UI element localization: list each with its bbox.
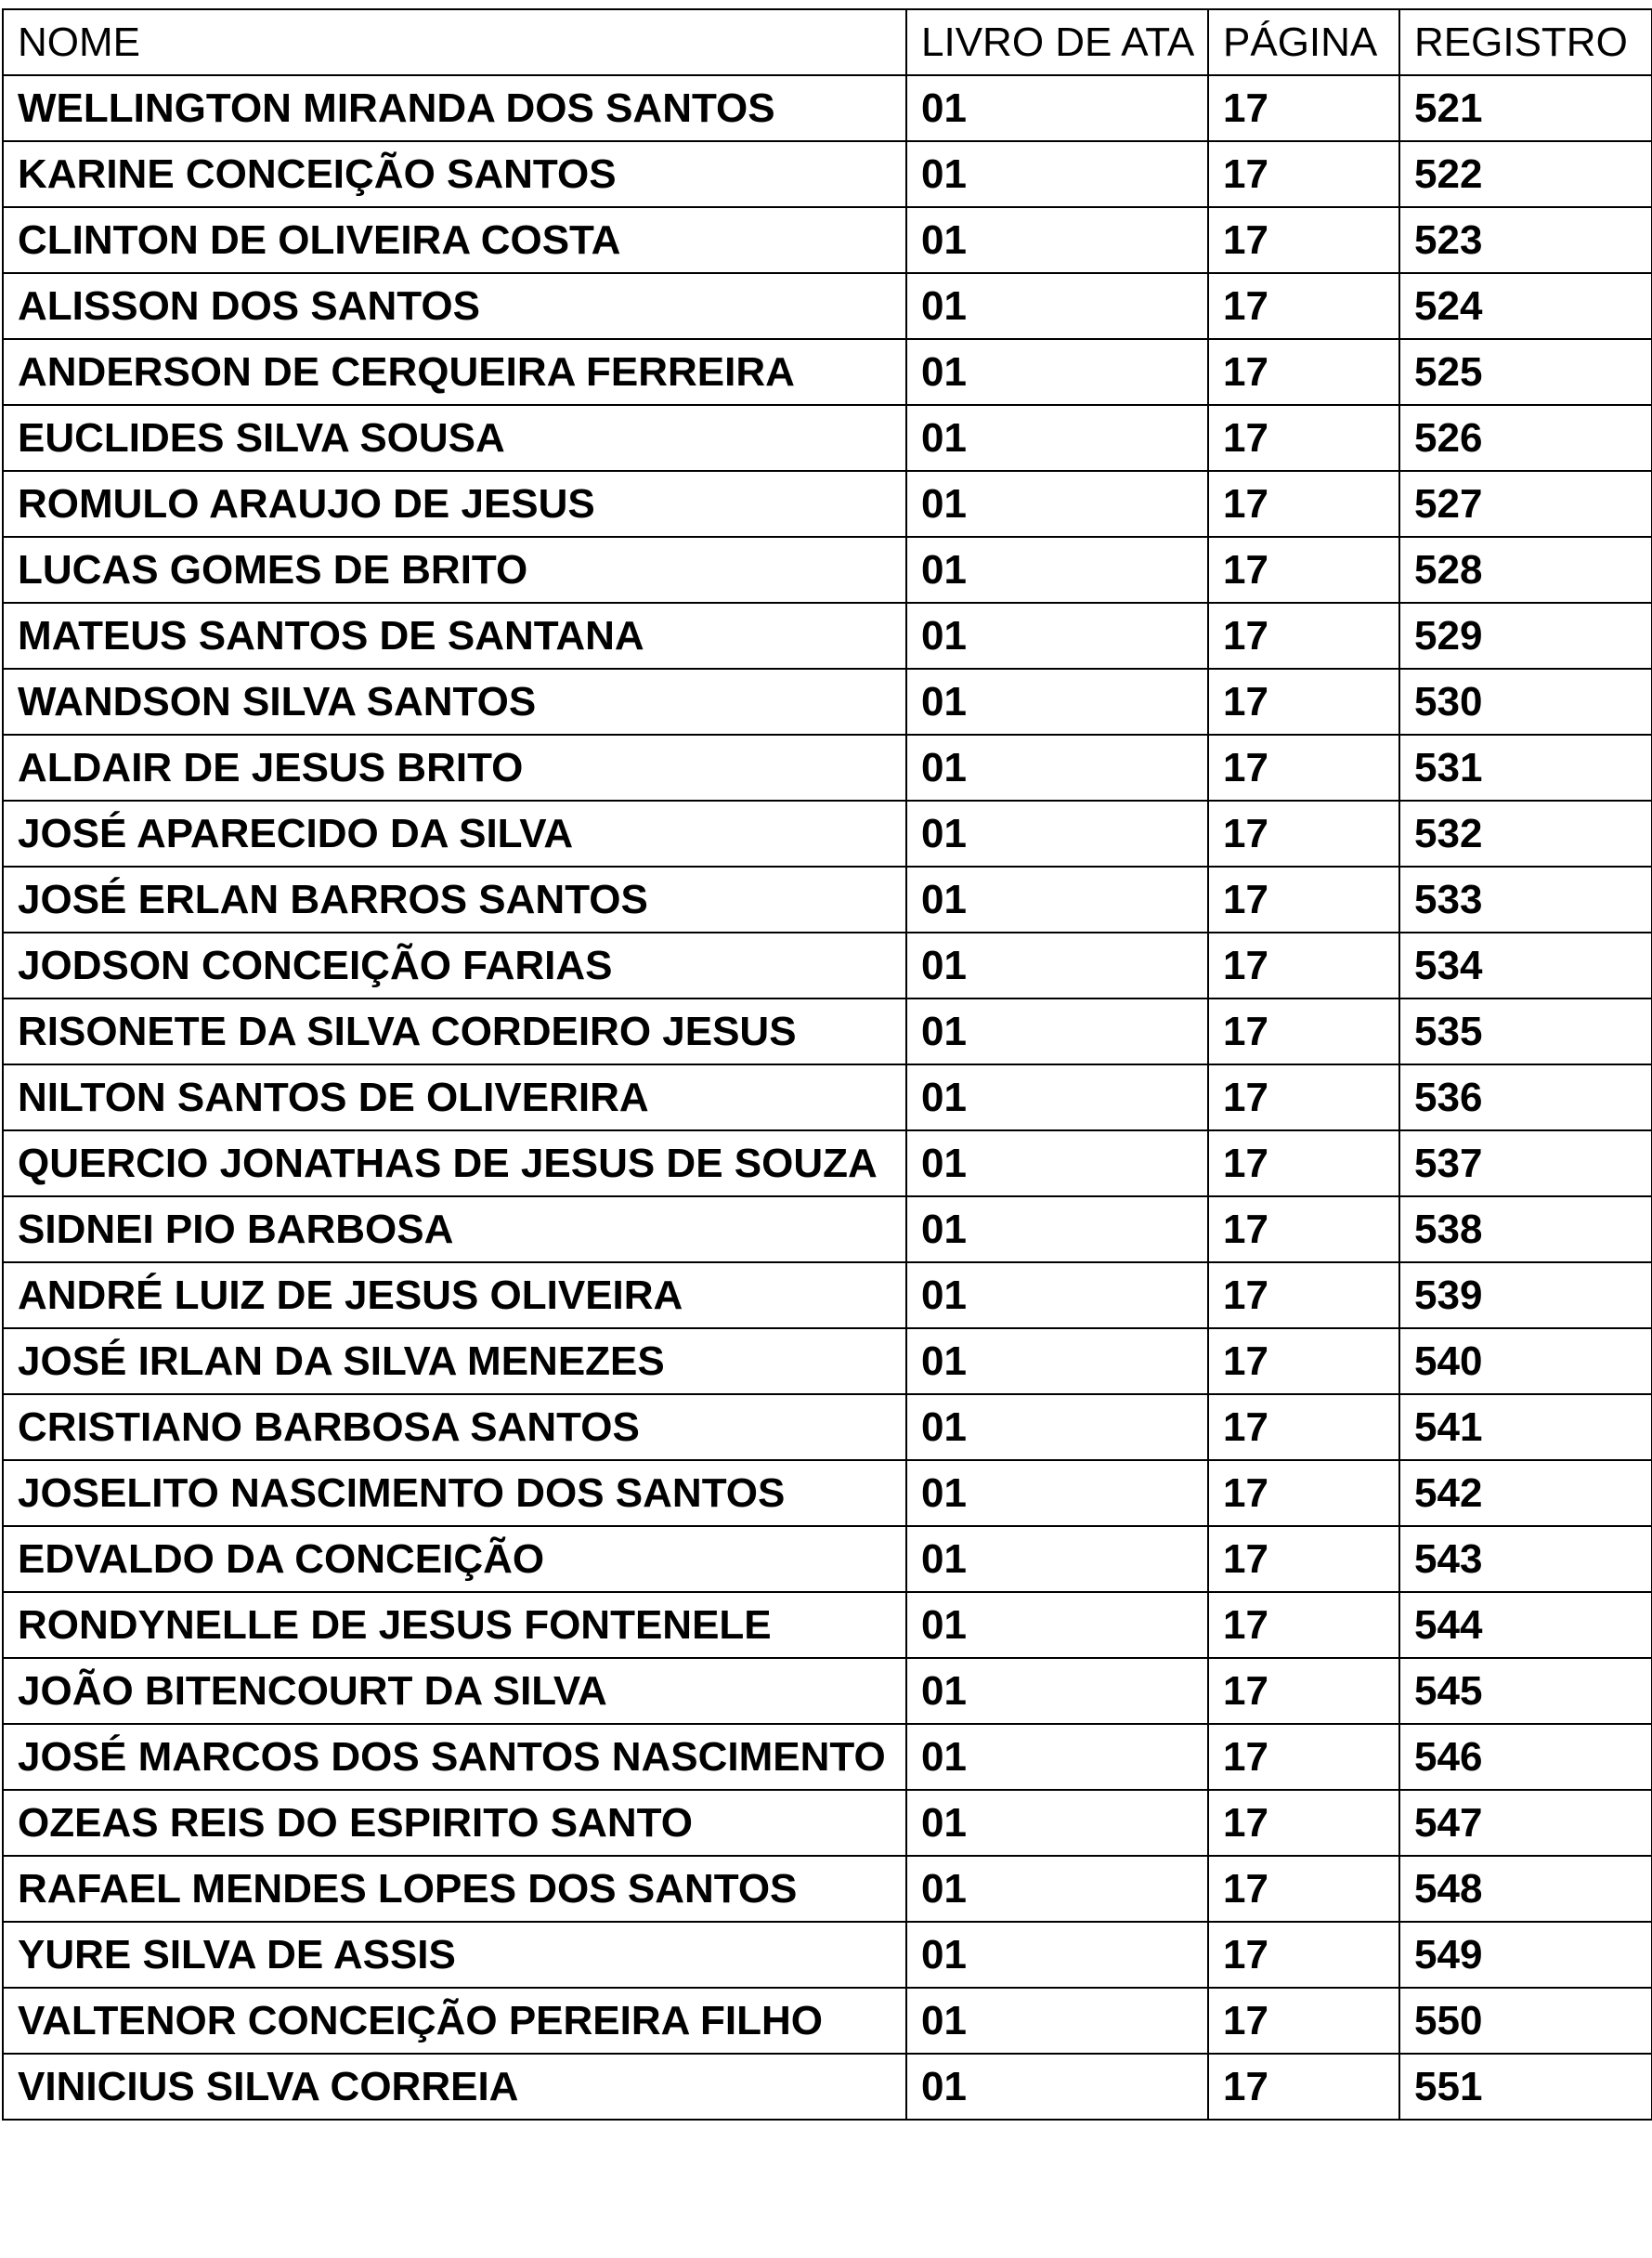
cell-pagina: 17	[1208, 2054, 1399, 2120]
cell-livro-de-ata: 01	[906, 801, 1208, 867]
cell-livro-de-ata: 01	[906, 471, 1208, 537]
cell-registro: 549	[1399, 1922, 1652, 1988]
cell-registro: 521	[1399, 75, 1652, 141]
cell-pagina: 17	[1208, 1064, 1399, 1130]
cell-pagina: 17	[1208, 1988, 1399, 2054]
table-row	[3, 669, 1652, 735]
cell-nome: QUERCIO JONATHAS DE JESUS DE SOUZA	[3, 1130, 906, 1196]
table-row	[3, 339, 1652, 405]
cell-livro-de-ata: 01	[906, 1460, 1208, 1526]
cell-nome: YURE SILVA DE ASSIS	[3, 1922, 906, 1988]
cell-livro-de-ata: 01	[906, 1262, 1208, 1328]
cell-nome: CLINTON DE OLIVEIRA COSTA	[3, 207, 906, 273]
cell-livro-de-ata: 01	[906, 735, 1208, 801]
cell-registro: 541	[1399, 1394, 1652, 1460]
cell-pagina: 17	[1208, 1262, 1399, 1328]
cell-pagina: 17	[1208, 75, 1399, 141]
cell-registro: 547	[1399, 1790, 1652, 1856]
cell-nome: ROMULO ARAUJO DE JESUS	[3, 471, 906, 537]
cell-nome: WANDSON SILVA SANTOS	[3, 669, 906, 735]
cell-pagina: 17	[1208, 603, 1399, 669]
cell-livro-de-ata: 01	[906, 1064, 1208, 1130]
cell-livro-de-ata: 01	[906, 405, 1208, 471]
cell-registro: 538	[1399, 1196, 1652, 1262]
table-row	[3, 1592, 1652, 1658]
cell-pagina: 17	[1208, 207, 1399, 273]
cell-livro-de-ata: 01	[906, 141, 1208, 207]
cell-livro-de-ata: 01	[906, 339, 1208, 405]
cell-nome: RISONETE DA SILVA CORDEIRO JESUS	[3, 998, 906, 1064]
table-row	[3, 2054, 1652, 2120]
cell-nome: VALTENOR CONCEIÇÃO PEREIRA FILHO	[3, 1988, 906, 2054]
table-row	[3, 1460, 1652, 1526]
cell-registro: 533	[1399, 867, 1652, 933]
cell-registro: 528	[1399, 537, 1652, 603]
cell-registro: 544	[1399, 1592, 1652, 1658]
cell-pagina: 17	[1208, 933, 1399, 998]
column-header-nome: NOME	[3, 9, 906, 75]
table-header	[3, 9, 1652, 75]
cell-pagina: 17	[1208, 1526, 1399, 1592]
column-header-registro: REGISTRO	[1399, 9, 1652, 75]
cell-registro: 539	[1399, 1262, 1652, 1328]
table-row	[3, 1790, 1652, 1856]
table-row	[3, 998, 1652, 1064]
cell-livro-de-ata: 01	[906, 1790, 1208, 1856]
cell-registro: 530	[1399, 669, 1652, 735]
cell-registro: 540	[1399, 1328, 1652, 1394]
cell-pagina: 17	[1208, 1856, 1399, 1922]
table-row	[3, 1526, 1652, 1592]
cell-pagina: 17	[1208, 998, 1399, 1064]
column-header-pagina: PÁGINA	[1208, 9, 1399, 75]
table-row	[3, 1394, 1652, 1460]
cell-registro: 527	[1399, 471, 1652, 537]
cell-livro-de-ata: 01	[906, 1724, 1208, 1790]
table-row	[3, 1988, 1652, 2054]
table-row	[3, 75, 1652, 141]
cell-nome: WELLINGTON MIRANDA DOS SANTOS	[3, 75, 906, 141]
cell-nome: JODSON CONCEIÇÃO FARIAS	[3, 933, 906, 998]
cell-livro-de-ata: 01	[906, 1526, 1208, 1592]
table-row	[3, 273, 1652, 339]
table-row	[3, 537, 1652, 603]
cell-pagina: 17	[1208, 867, 1399, 933]
cell-livro-de-ata: 01	[906, 273, 1208, 339]
table-body	[3, 75, 1652, 2120]
cell-pagina: 17	[1208, 1328, 1399, 1394]
cell-livro-de-ata: 01	[906, 1328, 1208, 1394]
cell-livro-de-ata: 01	[906, 1592, 1208, 1658]
cell-livro-de-ata: 01	[906, 207, 1208, 273]
cell-livro-de-ata: 01	[906, 537, 1208, 603]
cell-registro: 543	[1399, 1526, 1652, 1592]
cell-pagina: 17	[1208, 141, 1399, 207]
cell-nome: NILTON SANTOS DE OLIVERIRA	[3, 1064, 906, 1130]
cell-pagina: 17	[1208, 471, 1399, 537]
cell-registro: 551	[1399, 2054, 1652, 2120]
cell-livro-de-ata: 01	[906, 867, 1208, 933]
cell-pagina: 17	[1208, 405, 1399, 471]
cell-nome: KARINE CONCEIÇÃO SANTOS	[3, 141, 906, 207]
cell-registro: 537	[1399, 1130, 1652, 1196]
cell-livro-de-ata: 01	[906, 603, 1208, 669]
table-row	[3, 1922, 1652, 1988]
table-row	[3, 207, 1652, 273]
cell-livro-de-ata: 01	[906, 1856, 1208, 1922]
cell-nome: LUCAS GOMES DE BRITO	[3, 537, 906, 603]
cell-nome: SIDNEI PIO BARBOSA	[3, 1196, 906, 1262]
cell-pagina: 17	[1208, 1658, 1399, 1724]
cell-livro-de-ata: 01	[906, 1988, 1208, 2054]
cell-nome: RAFAEL MENDES LOPES DOS SANTOS	[3, 1856, 906, 1922]
table-row	[3, 405, 1652, 471]
cell-pagina: 17	[1208, 1394, 1399, 1460]
cell-pagina: 17	[1208, 801, 1399, 867]
cell-nome: ALDAIR DE JESUS BRITO	[3, 735, 906, 801]
cell-nome: JOSÉ ERLAN BARROS SANTOS	[3, 867, 906, 933]
cell-livro-de-ata: 01	[906, 1922, 1208, 1988]
cell-nome: JOÃO BITENCOURT DA SILVA	[3, 1658, 906, 1724]
cell-livro-de-ata: 01	[906, 1130, 1208, 1196]
cell-registro: 523	[1399, 207, 1652, 273]
table-row	[3, 1130, 1652, 1196]
cell-registro: 522	[1399, 141, 1652, 207]
cell-pagina: 17	[1208, 735, 1399, 801]
table-row	[3, 867, 1652, 933]
cell-nome: MATEUS SANTOS DE SANTANA	[3, 603, 906, 669]
cell-nome: ANDERSON DE CERQUEIRA FERREIRA	[3, 339, 906, 405]
cell-nome: JOSÉ APARECIDO DA SILVA	[3, 801, 906, 867]
cell-registro: 546	[1399, 1724, 1652, 1790]
table-row	[3, 1724, 1652, 1790]
cell-registro: 534	[1399, 933, 1652, 998]
cell-livro-de-ata: 01	[906, 669, 1208, 735]
cell-nome: ANDRÉ LUIZ DE JESUS OLIVEIRA	[3, 1262, 906, 1328]
cell-registro: 532	[1399, 801, 1652, 867]
table-row	[3, 603, 1652, 669]
cell-pagina: 17	[1208, 339, 1399, 405]
cell-nome: EDVALDO DA CONCEIÇÃO	[3, 1526, 906, 1592]
cell-nome: JOSELITO NASCIMENTO DOS SANTOS	[3, 1460, 906, 1526]
cell-pagina: 17	[1208, 1592, 1399, 1658]
cell-livro-de-ata: 01	[906, 1394, 1208, 1460]
cell-registro: 529	[1399, 603, 1652, 669]
cell-registro: 524	[1399, 273, 1652, 339]
table-row	[3, 1064, 1652, 1130]
cell-livro-de-ata: 01	[906, 1658, 1208, 1724]
cell-nome: JOSÉ MARCOS DOS SANTOS NASCIMENTO	[3, 1724, 906, 1790]
table-row	[3, 1196, 1652, 1262]
table-row	[3, 933, 1652, 998]
cell-registro: 535	[1399, 998, 1652, 1064]
cell-nome: JOSÉ IRLAN DA SILVA MENEZES	[3, 1328, 906, 1394]
column-header-livro-de-ata: LIVRO DE ATA	[906, 9, 1208, 75]
cell-livro-de-ata: 01	[906, 2054, 1208, 2120]
cell-pagina: 17	[1208, 1922, 1399, 1988]
table-row	[3, 735, 1652, 801]
cell-livro-de-ata: 01	[906, 998, 1208, 1064]
cell-nome: CRISTIANO BARBOSA SANTOS	[3, 1394, 906, 1460]
cell-nome: RONDYNELLE DE JESUS FONTENELE	[3, 1592, 906, 1658]
cell-nome: EUCLIDES SILVA SOUSA	[3, 405, 906, 471]
cell-pagina: 17	[1208, 1724, 1399, 1790]
cell-registro: 525	[1399, 339, 1652, 405]
cell-registro: 550	[1399, 1988, 1652, 2054]
cell-livro-de-ata: 01	[906, 75, 1208, 141]
table-row	[3, 1328, 1652, 1394]
table-row	[3, 1658, 1652, 1724]
table-row	[3, 141, 1652, 207]
registry-table	[2, 8, 1652, 2121]
cell-registro: 542	[1399, 1460, 1652, 1526]
cell-registro: 548	[1399, 1856, 1652, 1922]
cell-pagina: 17	[1208, 669, 1399, 735]
table-row	[3, 1262, 1652, 1328]
cell-pagina: 17	[1208, 537, 1399, 603]
table-row	[3, 801, 1652, 867]
cell-livro-de-ata: 01	[906, 1196, 1208, 1262]
cell-pagina: 17	[1208, 1460, 1399, 1526]
cell-nome: ALISSON DOS SANTOS	[3, 273, 906, 339]
cell-registro: 531	[1399, 735, 1652, 801]
cell-pagina: 17	[1208, 1790, 1399, 1856]
cell-registro: 536	[1399, 1064, 1652, 1130]
header-row	[3, 9, 1652, 75]
cell-nome: OZEAS REIS DO ESPIRITO SANTO	[3, 1790, 906, 1856]
cell-registro: 526	[1399, 405, 1652, 471]
cell-pagina: 17	[1208, 1130, 1399, 1196]
cell-pagina: 17	[1208, 1196, 1399, 1262]
cell-registro: 545	[1399, 1658, 1652, 1724]
cell-livro-de-ata: 01	[906, 933, 1208, 998]
cell-pagina: 17	[1208, 273, 1399, 339]
table-row	[3, 1856, 1652, 1922]
cell-nome: VINICIUS SILVA CORREIA	[3, 2054, 906, 2120]
table-row	[3, 471, 1652, 537]
